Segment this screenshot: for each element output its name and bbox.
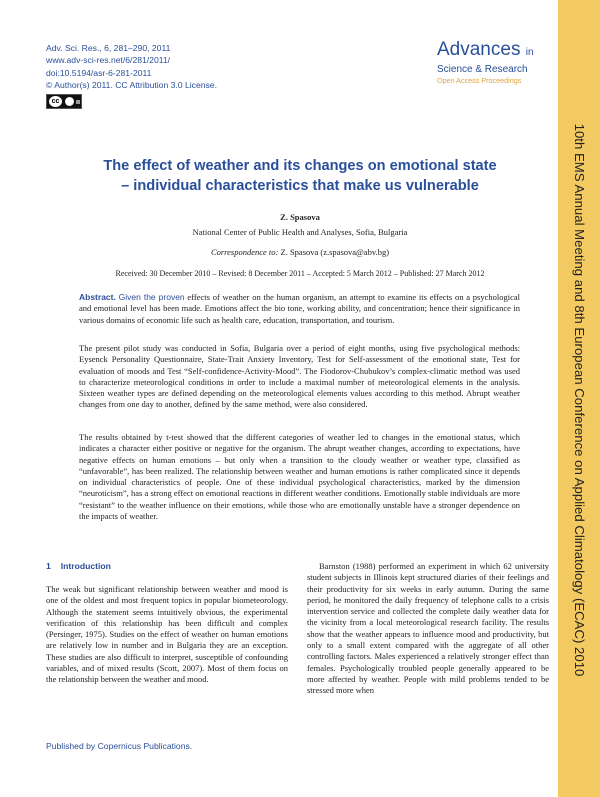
journal-name-in: in xyxy=(525,47,534,58)
correspondence-value: Z. Spasova (z.spasova@abv.bg) xyxy=(280,247,390,257)
title-line-2: – individual characteristics that make us vulnerable xyxy=(121,178,479,194)
journal-logo xyxy=(437,40,534,86)
conference-sidebar-text: 10th EMS Annual Meeting and 8th European Conference on Applied Climatology (ECAC) 2010 xyxy=(572,123,587,677)
by-person-icon xyxy=(65,97,74,106)
affiliation: National Center of Public Health and Analyses, Sofia, Bulgaria xyxy=(192,227,408,237)
abstract-label: Abstract. xyxy=(79,292,116,302)
correspondence-label: Correspondence to: xyxy=(210,247,279,257)
author: Z. Spasova xyxy=(280,212,320,222)
correspondence xyxy=(60,247,540,258)
cc-license-icon[interactable] xyxy=(46,94,82,109)
doi[interactable]: doi:10.5194/asr-6-281-2011 xyxy=(46,67,152,78)
citation: Adv. Sci. Res., 6, 281–290, 2011 xyxy=(46,43,171,53)
paper-title xyxy=(60,156,540,196)
journal-url[interactable]: www.adv-sci-res.net/6/281/2011/ xyxy=(46,55,171,66)
abstract-lead: Given the proven xyxy=(118,292,185,302)
abstract-paragraph-3: The results obtained by t-test showed that the different categories of weather led to changes in the emotional status, which indicates a character either positive or negative for the organism. The abrupt weather changes, according to expectations, have negative effects on human emotions – but only when a transition to the cloudy weather or weather type, classified as “unfavorable”, has been realized. The relationship between weather and human emotions is rather complicated since it depends on individual characteristics of people. One of these individual psychological characteristics, marked by the dimension “neuroticism”, has a strong effect on emotional reactions in different weather conditions. Emotionally stable individuals are more “resistant” to the weather influence on their emotions, while those who are emotionally unstable have a stronger dependence on the impacts of weather. xyxy=(79,432,520,522)
journal-name-rest: Science & Research xyxy=(437,64,528,75)
intro-left-column: The weak but significant relationship between weather and mood is one of the oldest and most frequent topics in popular biometeorology. Although the statement seems intuitively obvious, the experimental verification of this relationship has been difficult and complex (Persinger, 1975). Studies on the effect of weather on human emotions are relatively low in number and in Bulgaria they are an exception. These studies are also difficult to interpret, susceptible of confounding variables, and of mixed results (Scott, 2007). Most of them focus on the relationship between the weather and mood. xyxy=(46,584,288,685)
badge-mark xyxy=(76,100,80,104)
section-heading xyxy=(46,561,121,571)
journal-name-big: Advances xyxy=(437,39,521,60)
journal-tagline: Open Access Proceedings xyxy=(437,76,522,85)
section-title: Introduction xyxy=(60,561,111,571)
abstract-paragraph-2: The present pilot study was conducted in Sofia, Bulgaria over a period of eight months, using five psychological methods: Eysenck Personality Questionnaire, State-Trait Anxiety Inventory, Test for Self-assessment of the emotional state, Test for evaluation of moods and Test “Self-confidence-Activity-Mood”. The Fiodorov-Chubukov’s complex-climatic method was used to characterize meteorological conditions in order to include a maximal number of meteorological elements in the analysis. Sixteen weather types are defined depending on the meteorological elements values according to this method. Abrupt weather changes from one day to another, defined by the same method, were also considered. xyxy=(79,343,520,410)
publisher-footer: Published by Copernicus Publications. xyxy=(46,741,193,751)
abstract-paragraph-1 xyxy=(79,292,520,326)
section-number: 1 xyxy=(46,561,51,571)
citation-header xyxy=(46,42,217,92)
article-dates: Received: 30 December 2010 – Revised: 8 December 2011 – Accepted: 5 March 2012 – Published: 27 March 2012 xyxy=(115,269,485,278)
title-line-1: The effect of weather and its changes on emotional state xyxy=(103,158,497,174)
copyright: © Author(s) 2011. CC Attribution 3.0 License. xyxy=(46,80,217,91)
abstract-text-1: effects of weather on the human organism, an attempt to examine its effects on a psychological and emotional level has been made. Emotions affect the bio tone, working ability, and concentration; hence their significance in various domains of economic life such as health care, education, transportation, and tourism. xyxy=(79,292,521,325)
cc-logo: cc xyxy=(49,96,62,107)
intro-right-column: Barnston (1988) performed an experiment in which 62 university student subjects in Illinois kept structured diaries of their feelings and their productivity for six weeks in early autumn. During the same period, he monitored the daily frequency of telephone calls to a crisis intervention service and collected the complete daily weather data for the vicinity from a local meteorological research facility. The results show that the weather appears to influence mood and productivity, but only to a small extent compared with the aggregate of all other controlling factors. Males experienced a relatively stronger effect than females. Psychologically troubled people generally appeared to be more affected by weather. People with mild problems tended to be stressed more when xyxy=(307,561,549,696)
